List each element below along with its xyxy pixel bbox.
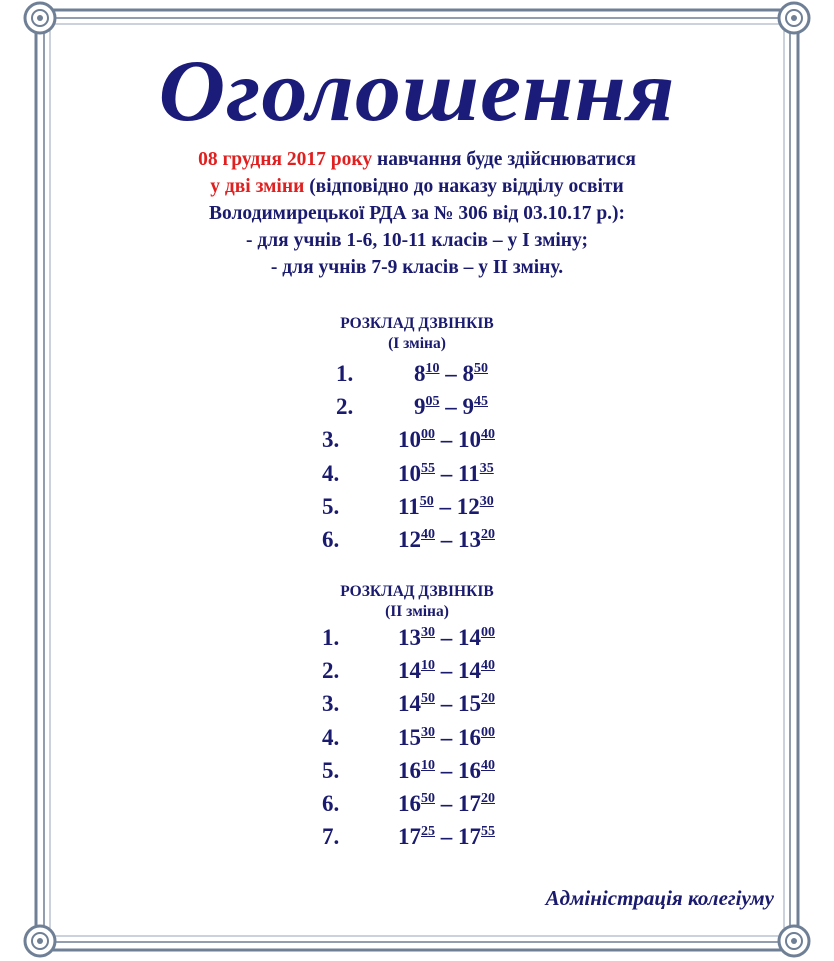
start-minutes: 25: [421, 824, 435, 840]
lesson-number: 4.: [322, 460, 340, 486]
start-minutes: 05: [425, 394, 440, 410]
time-dash: –: [440, 658, 453, 684]
lesson-number: 7.: [322, 824, 340, 850]
corner-ornament-top-right: [779, 3, 809, 33]
schedule-1-header: [0, 314, 834, 354]
lesson-time: [414, 391, 488, 423]
lesson-time: [398, 491, 494, 523]
lesson-time: [398, 524, 495, 556]
lesson-time: [398, 788, 495, 820]
schedule-2-subheading: (ІІ зміна): [385, 603, 449, 620]
time-dash: –: [440, 757, 453, 783]
start-minutes: 50: [419, 493, 434, 509]
announcement-shifts: у дві зміни: [210, 176, 305, 197]
end-minutes: 45: [474, 394, 488, 410]
start-minutes: 55: [421, 460, 435, 476]
start-hour: 14: [398, 691, 421, 717]
lesson-time: [398, 622, 495, 654]
lesson-time: [398, 424, 495, 456]
schedule-2-header: [0, 582, 834, 622]
start-hour: 17: [398, 824, 421, 850]
lesson-time: [398, 688, 495, 720]
end-hour: 13: [458, 527, 481, 552]
end-minutes: 30: [479, 493, 494, 509]
end-hour: 10: [458, 427, 481, 453]
end-hour: 12: [456, 493, 480, 519]
lesson-number: 1.: [322, 625, 340, 650]
end-minutes: 00: [481, 724, 495, 740]
lesson-number: 2.: [322, 658, 340, 684]
lesson-number: 1.: [336, 361, 354, 386]
start-hour: 8: [414, 361, 426, 386]
corner-ornament-bottom-right: [779, 926, 809, 956]
end-hour: 14: [458, 658, 481, 684]
announcement-date: 08 грудня 2017 року: [198, 149, 373, 170]
lesson-number: 4.: [322, 724, 340, 750]
start-minutes: 10: [421, 658, 435, 674]
end-minutes: 20: [481, 791, 495, 806]
start-hour: 13: [398, 625, 421, 650]
lesson-time: [398, 722, 495, 754]
end-hour: 9: [462, 394, 474, 420]
announcement-line1: навчання буде здійснюватися: [372, 149, 636, 170]
announcement-bullet-1: - для учнів 1-6, 10-11 класів – у І зміну;: [245, 230, 589, 251]
announcement-bullet-2: - для учнів 7-9 класів – у ІІ зміну.: [270, 257, 564, 278]
start-hour: 10: [398, 460, 421, 486]
announcement-line2: (відповідно до наказу відділу освіти: [304, 176, 624, 197]
start-hour: 9: [414, 394, 426, 420]
time-dash: –: [445, 361, 457, 386]
start-minutes: 00: [421, 427, 435, 443]
lesson-number: 2.: [336, 394, 354, 420]
end-minutes: 55: [481, 824, 495, 840]
start-hour: 10: [398, 427, 421, 453]
time-dash: –: [440, 824, 453, 850]
schedule-1-subheading: (І зміна): [388, 335, 446, 352]
schedule-2-heading: РОЗКЛАД ДЗВІНКІВ: [340, 583, 494, 600]
lesson-time: [398, 655, 495, 687]
corner-ornament-top-left: [25, 3, 55, 33]
end-minutes: 20: [481, 527, 495, 542]
end-hour: 16: [458, 724, 481, 750]
start-hour: 16: [398, 757, 421, 783]
start-hour: 15: [398, 724, 421, 750]
time-dash: –: [439, 493, 451, 519]
start-hour: 16: [398, 791, 421, 816]
end-hour: 11: [458, 460, 480, 486]
lesson-number: 6.: [322, 527, 340, 552]
time-dash: –: [440, 791, 453, 816]
lesson-time: [398, 458, 494, 490]
time-dash: –: [440, 691, 453, 717]
start-minutes: 50: [421, 691, 435, 707]
time-dash: –: [440, 460, 453, 486]
time-dash: –: [440, 427, 453, 453]
announcement-line3: Володимирецької РДА за № 306 від 03.10.17 р.):: [208, 203, 626, 224]
end-hour: 16: [458, 757, 481, 783]
end-minutes: 40: [481, 658, 495, 674]
end-minutes: 50: [474, 361, 488, 376]
end-hour: 14: [458, 625, 481, 650]
lesson-number: 5.: [322, 493, 340, 519]
start-minutes: 30: [421, 625, 435, 640]
start-hour: 12: [398, 527, 421, 552]
page-title: Оголошення: [158, 43, 676, 140]
time-dash: –: [445, 394, 457, 420]
time-dash: –: [440, 724, 453, 750]
end-minutes: 40: [481, 757, 495, 773]
start-minutes: 30: [421, 724, 435, 740]
lesson-number: 3.: [322, 427, 340, 453]
end-hour: 17: [458, 791, 481, 816]
start-minutes: 40: [421, 527, 435, 542]
lesson-number: 3.: [322, 691, 340, 717]
start-minutes: 10: [421, 757, 435, 773]
end-minutes: 00: [481, 625, 495, 640]
end-minutes: 40: [481, 427, 495, 443]
start-minutes: 50: [421, 791, 435, 806]
time-dash: –: [440, 527, 453, 552]
start-hour: 11: [398, 493, 420, 519]
lesson-time: [414, 358, 488, 390]
corner-ornament-bottom-left: [25, 926, 55, 956]
announcement-text: [0, 146, 834, 281]
lesson-time: [398, 821, 495, 853]
end-hour: 8: [462, 361, 474, 386]
end-minutes: 35: [479, 460, 494, 476]
end-minutes: 20: [481, 691, 495, 707]
signature: Адміністрація колегіуму: [545, 886, 774, 910]
end-hour: 15: [458, 691, 481, 717]
start-minutes: 10: [425, 361, 440, 376]
lesson-number: 5.: [322, 757, 340, 783]
lesson-number: 6.: [322, 791, 340, 816]
time-dash: –: [440, 625, 453, 650]
start-hour: 14: [398, 658, 421, 684]
lesson-time: [398, 755, 495, 787]
schedule-1-heading: РОЗКЛАД ДЗВІНКІВ: [340, 315, 494, 332]
end-hour: 17: [458, 824, 481, 850]
